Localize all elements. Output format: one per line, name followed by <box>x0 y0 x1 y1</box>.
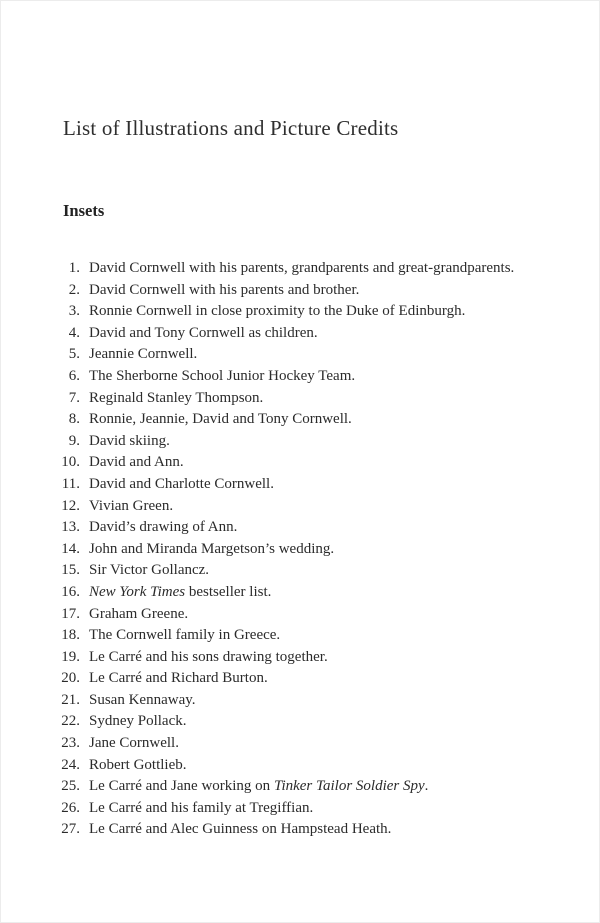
item-text: Le Carré and his sons drawing together. <box>89 648 328 665</box>
item-text: John and Miranda Margetson’s wedding. <box>89 540 335 557</box>
item-number: 26. <box>61 799 80 816</box>
item-text: Le Carré and Alec Guinness on Hampstead Heath. <box>89 821 392 838</box>
list-item <box>58 409 541 431</box>
item-number: 2. <box>68 281 80 298</box>
item-number: 4. <box>68 324 80 341</box>
item-number: 3. <box>68 303 80 320</box>
list-item <box>58 604 541 626</box>
item-text: David and Tony Cornwell as children. <box>89 324 318 341</box>
item-text: The Sherborne School Junior Hockey Team. <box>89 367 356 384</box>
list-item <box>58 388 541 410</box>
list-item <box>58 798 541 820</box>
item-text: Graham Greene. <box>89 605 189 622</box>
item-number: 25. <box>61 778 80 795</box>
item-text: David and Ann. <box>89 454 184 471</box>
item-number: 27. <box>61 821 80 838</box>
list-item <box>58 517 541 539</box>
list-item <box>58 647 541 669</box>
item-text: David’s drawing of Ann. <box>89 519 238 536</box>
item-text: David Cornwell with his parents and brother. <box>89 281 360 298</box>
item-text: Ronnie, Jeannie, David and Tony Cornwell. <box>89 411 352 428</box>
item-number: 11. <box>61 475 80 492</box>
item-text: The Cornwell family in Greece. <box>89 627 281 644</box>
list-item <box>58 560 541 582</box>
item-text: David and Charlotte Cornwell. <box>89 475 274 492</box>
item-number: 21. <box>61 691 80 708</box>
list-item <box>58 280 541 302</box>
list-item <box>58 301 541 323</box>
item-number: 13. <box>61 519 80 536</box>
item-text: Robert Gottlieb. <box>89 756 187 773</box>
item-text: Le Carré and Jane working on Tinker Tailor Soldier Spy. <box>89 778 429 795</box>
list-item <box>58 625 541 647</box>
list-item <box>58 819 541 841</box>
item-text: David skiing. <box>89 432 170 449</box>
list-item <box>58 776 541 798</box>
item-number: 22. <box>61 713 80 730</box>
page-title: List of Illustrations and Picture Credits <box>63 116 399 140</box>
item-text: Le Carré and Richard Burton. <box>89 670 268 687</box>
item-number: 23. <box>61 735 80 752</box>
insets-list <box>58 258 541 841</box>
item-number: 16. <box>61 583 80 600</box>
item-number: 24. <box>61 756 80 773</box>
list-item <box>58 668 541 690</box>
item-number: 14. <box>61 540 80 557</box>
item-text: Le Carré and his family at Tregiffian. <box>89 799 314 816</box>
list-item <box>58 323 541 345</box>
list-item <box>58 474 541 496</box>
item-number: 6. <box>68 367 80 384</box>
list-item <box>58 582 541 604</box>
list-item <box>58 755 541 777</box>
item-number: 10. <box>61 454 80 471</box>
list-item <box>58 258 541 280</box>
list-item <box>58 690 541 712</box>
item-number: 7. <box>68 389 80 406</box>
list-item <box>58 733 541 755</box>
item-number: 17. <box>61 605 80 622</box>
item-number: 20. <box>61 670 80 687</box>
item-text: Sydney Pollack. <box>89 713 187 730</box>
list-item <box>58 496 541 518</box>
item-number: 15. <box>61 562 80 579</box>
item-text: Sir Victor Gollancz. <box>89 562 210 579</box>
item-number: 19. <box>61 648 80 665</box>
item-text: Vivian Green. <box>89 497 174 514</box>
list-item <box>58 539 541 561</box>
list-item <box>58 711 541 733</box>
item-text: Jane Cornwell. <box>89 735 179 752</box>
item-number: 18. <box>61 627 80 644</box>
list-item <box>58 344 541 366</box>
item-number: 5. <box>68 346 80 363</box>
item-text: New York Times bestseller list. <box>89 583 272 600</box>
item-text: David Cornwell with his parents, grandparents and great-grandparents. <box>89 260 515 276</box>
item-text: Susan Kennaway. <box>89 691 196 708</box>
list-item <box>58 366 541 388</box>
item-text: Jeannie Cornwell. <box>89 346 198 363</box>
item-text: Ronnie Cornwell in close proximity to the Duke of Edinburgh. <box>89 303 466 320</box>
item-number: 9. <box>68 432 80 449</box>
list-item <box>58 452 541 474</box>
item-number: 1. <box>68 260 80 276</box>
item-number: 8. <box>68 411 80 428</box>
list-item <box>58 431 541 453</box>
item-text: Reginald Stanley Thompson. <box>89 389 264 406</box>
item-number: 12. <box>61 497 80 514</box>
section-heading-insets: Insets <box>63 201 105 220</box>
